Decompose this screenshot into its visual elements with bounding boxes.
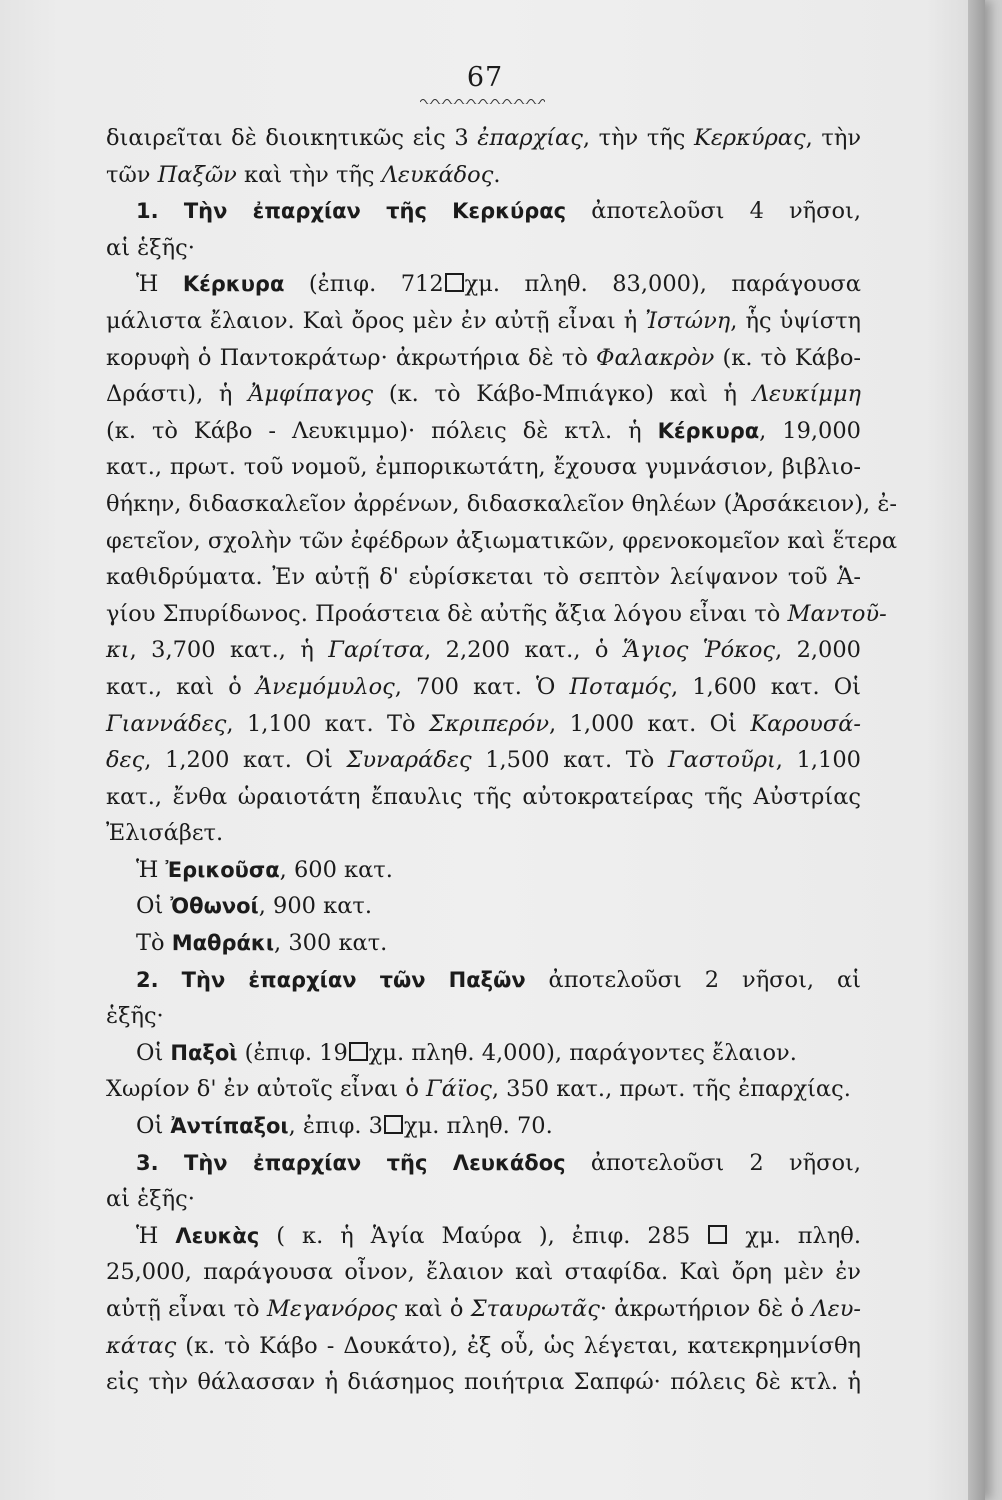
text-run: καὶ τὴν τῆς [236, 161, 382, 188]
text-line [106, 303, 861, 340]
text-line [106, 669, 861, 706]
text-run: ( κ. ἡ Ἁγία Μαύρα ), ἐπιφ. 285 [259, 1222, 708, 1249]
italic-term: Λευκίμμη [752, 381, 862, 408]
italic-term: Μαντοῦ- [787, 600, 887, 627]
text-run: , 3,700 κατ., ἡ [129, 637, 329, 664]
text-run: (κ. τὸ Κάβο-Μπιάγκο) καὶ ἡ [373, 381, 753, 408]
text-line [106, 815, 861, 852]
bold-term: Κέρκυρα [182, 272, 285, 297]
italic-term: κι [106, 637, 130, 664]
text-line [106, 706, 861, 743]
text-run: εἰς τὴν θάλασσαν ἡ διάσημος ποιήτρια Σαπφώ· πόλεις δὲ κτλ. ἡ [106, 1369, 861, 1396]
text-line [106, 193, 861, 230]
text-run: ἀποτελοῦσι 2 νῆσοι, αἱ [525, 966, 861, 993]
italic-term: δες [106, 747, 145, 774]
italic-term: ἐπαρχίας [477, 125, 583, 151]
page-number: 67 [466, 62, 504, 93]
text-line [106, 742, 861, 779]
text-run: , 1,100 κατ. Τὸ [226, 710, 430, 737]
italic-term: Ἅγιος Ῥόκος [622, 637, 776, 664]
italic-term: Γιαννάδες [106, 710, 227, 737]
italic-term: Φαλακρὸν [596, 344, 715, 371]
text-run: κατ., ἔνθα ὡραιοτάτη ἔπαυλις τῆς αὐτοκρατείρας τῆς Αὐστρίας [106, 783, 861, 810]
text-run: Χωρίον δ' ἐν αὐτοῖς εἶναι ὁ [106, 1076, 427, 1103]
text-run: , 700 κατ. Ὁ [394, 673, 570, 700]
text-run: ἑξῆς· [106, 1003, 164, 1030]
text-run: χμ. πληθ. 83,000), παράγουσα [464, 271, 861, 298]
italic-term: Ἀνεμόμυλος [255, 673, 395, 700]
text-run: , 2,000 [775, 637, 861, 664]
text-run: , 600 κατ. [279, 856, 393, 883]
text-line [106, 1181, 861, 1218]
text-run: 25,000, παράγουσα οἶνον, ἔλαιον καὶ σταφίδα. Καὶ ὄρη μὲν ἐν [106, 1259, 861, 1286]
text-line [106, 1328, 861, 1365]
text-run: (κ. τὸ Κάβο - Δουκάτο), ἐξ οὗ, ὡς λέγεται, κατεκρημνίσθη [176, 1332, 861, 1359]
text-line [106, 376, 861, 413]
italic-term: Συναράδες [346, 747, 472, 774]
text-run: (ἐπιφ. 19 [237, 1039, 348, 1066]
text-run: , 300 κατ. [274, 930, 388, 957]
bold-term: 3. Τὴν ἐπαρχίαν τῆς Λευκάδος [136, 1150, 566, 1175]
italic-term: Γαρίτσα [328, 637, 425, 664]
text-line [106, 559, 861, 596]
text-run: θήκην, διδασκαλεῖον ἀρρένων, διδασκαλεῖον θηλέων (Ἀρσάκειον), ἐ- [106, 490, 897, 517]
bold-term: Ὀθωνοί [170, 894, 259, 919]
text-run: Οἱ [136, 1113, 171, 1140]
text-run: Οἱ [136, 893, 171, 920]
bold-term: Ἐρικοῦσα [165, 857, 280, 882]
text-line [106, 413, 861, 450]
text-run: αἱ ἑξῆς· [106, 1186, 195, 1213]
text-run: , τὴν [805, 125, 861, 151]
square-unit-icon [384, 1115, 403, 1134]
bold-term: Κέρκυρα [657, 418, 760, 443]
text-run: , 1,200 κατ. Οἱ [144, 747, 347, 774]
text-run: τῶν [106, 161, 158, 188]
bold-term: Παξοὶ [170, 1040, 238, 1065]
text-line [106, 157, 861, 194]
text-run: , 19,000 [759, 417, 861, 444]
text-run: χμ. πληθ. 70. [404, 1113, 553, 1140]
square-unit-icon [445, 273, 464, 292]
text-line [106, 962, 861, 999]
text-run: , ἧς ὑψίστη [730, 307, 862, 334]
text-run: Ἡ [136, 856, 166, 883]
italic-term: Λευκάδος [381, 161, 494, 188]
text-run: αἱ ἑξῆς· [106, 234, 195, 261]
text-run: μάλιστα ἔλαιον. Καὶ ὄρος μὲν ἐν αὐτῇ εἶναι ἡ [106, 307, 646, 334]
text-run: 1,500 κατ. Τὸ [471, 747, 668, 774]
text-run: , 1,000 κατ. Οἱ [549, 710, 751, 737]
bold-term: Μαθράκι [171, 931, 275, 956]
text-line [106, 1254, 861, 1291]
text-line [106, 1108, 861, 1145]
text-run: , 900 κατ. [258, 893, 373, 920]
text-run: , 1,100 [775, 747, 861, 774]
text-line [106, 230, 861, 267]
text-run: κατ., πρωτ. τοῦ νομοῦ, ἐμπορικωτάτη, ἔχουσα γυμνάσιον, βιβλιο- [106, 454, 861, 481]
bold-term: Ἀντίπαξοι [170, 1114, 289, 1139]
italic-term: Ἀμφίπαγος [248, 381, 374, 408]
text-line [106, 1035, 861, 1072]
text-line [106, 998, 861, 1035]
text-run: κορυφὴ ὁ Παντοκράτωρ· ἀκρωτήρια δὲ τὸ [106, 344, 597, 371]
text-run: , 350 κατ., πρωτ. τῆς ἐπαρχίας. [491, 1076, 851, 1103]
text-run: (κ. τὸ Κάβο- [714, 344, 861, 371]
italic-term: Λευ- [811, 1296, 861, 1322]
text-run: χμ. πληθ. [728, 1222, 861, 1249]
text-run: κατ., καὶ ὁ [106, 673, 256, 700]
text-run: (κ. τὸ Κάβο - Λευκιμμο)· πόλεις δὲ κτλ. ἡ [106, 417, 658, 444]
bold-term: 1. Τὴν ἐπαρχίαν τῆς Κερκύρας [136, 199, 567, 224]
italic-term: Ποταμός [569, 673, 672, 700]
italic-term: Γαστοῦρι [667, 747, 776, 774]
body-text [106, 120, 898, 1401]
text-run: , τὴν τῆς [582, 125, 695, 151]
square-unit-icon [708, 1225, 727, 1244]
text-run: , ἐπιφ. 3 [288, 1113, 383, 1140]
text-line [106, 779, 861, 816]
italic-term: Γάϊος [426, 1076, 492, 1103]
italic-term: Σκριπερόν [429, 710, 550, 737]
text-run: ἀποτελοῦσι 2 νῆσοι, [565, 1149, 861, 1176]
text-run: , 1,600 κατ. Οἱ [671, 673, 862, 700]
page-edge [968, 0, 985, 1500]
text-run: Οἱ [136, 1039, 171, 1066]
bold-term: Λευκὰς [175, 1223, 260, 1248]
text-run: , 2,200 κατ., ὁ [424, 637, 623, 664]
ornament-rule [420, 96, 545, 104]
text-run: . [493, 161, 501, 188]
text-line [106, 1291, 861, 1328]
text-line [106, 852, 861, 889]
text-line [106, 523, 898, 560]
text-line [106, 1145, 861, 1182]
text-run: χμ. πληθ. 4,000), παράγοντες ἔλαιον. [368, 1039, 797, 1066]
text-line [106, 449, 861, 486]
italic-term: Μεγανόρος [266, 1296, 398, 1322]
text-line [106, 486, 897, 523]
text-run: Ἡ [136, 271, 183, 298]
text-line [106, 632, 861, 669]
text-run: · ἀκρωτήριον δὲ ὁ [599, 1296, 812, 1322]
italic-term: Παξῶν [157, 161, 237, 188]
text-run: (ἐπιφ. 712 [284, 271, 444, 298]
italic-term: κάτας [106, 1332, 177, 1359]
bold-term: 2. Τὴν ἐπαρχίαν τῶν Παξῶν [136, 967, 526, 992]
text-run: γίου Σπυρίδωνος. Προάστεια δὲ αὐτῆς ἄξια λόγου εἶναι τὸ [106, 600, 788, 627]
italic-term: Ἰστώνη [645, 307, 731, 334]
italic-term: Κερκύρας [694, 125, 806, 151]
text-run: αὐτῇ εἶναι τὸ [106, 1296, 267, 1322]
text-line [106, 1364, 861, 1401]
text-line [106, 340, 861, 377]
text-run: καὶ ὁ [397, 1296, 471, 1322]
text-run: Τὸ [136, 930, 172, 957]
text-run: Ἡ [136, 1222, 176, 1249]
text-line [106, 596, 887, 633]
text-run: Ἐλισάβετ. [106, 820, 224, 847]
text-line [106, 266, 861, 303]
italic-term: Σταυρωτᾶς [470, 1296, 600, 1322]
square-unit-icon [349, 1042, 368, 1061]
text-run: διαιρεῖται δὲ διοικητικῶς εἰς 3 [106, 125, 478, 151]
text-line [106, 925, 861, 962]
text-line [106, 1218, 861, 1255]
text-run: ἀποτελοῦσι 4 νῆσοι, [566, 198, 861, 225]
text-run: καθιδρύματα. Ἐν αὐτῇ δ' εὑρίσκεται τὸ σεπτὸν λείψανον τοῦ Ἁ- [106, 564, 861, 591]
text-line [106, 888, 861, 925]
text-run: φετεῖον, σχολὴν τῶν ἐφέδρων ἀξιωματικῶν, φρενοκομεῖον καὶ ἕτερα [106, 527, 898, 554]
text-run: Δράστι), ἡ [106, 381, 249, 408]
italic-term: Καρουσά- [750, 710, 861, 737]
text-line [106, 120, 861, 157]
text-line [106, 1071, 861, 1108]
